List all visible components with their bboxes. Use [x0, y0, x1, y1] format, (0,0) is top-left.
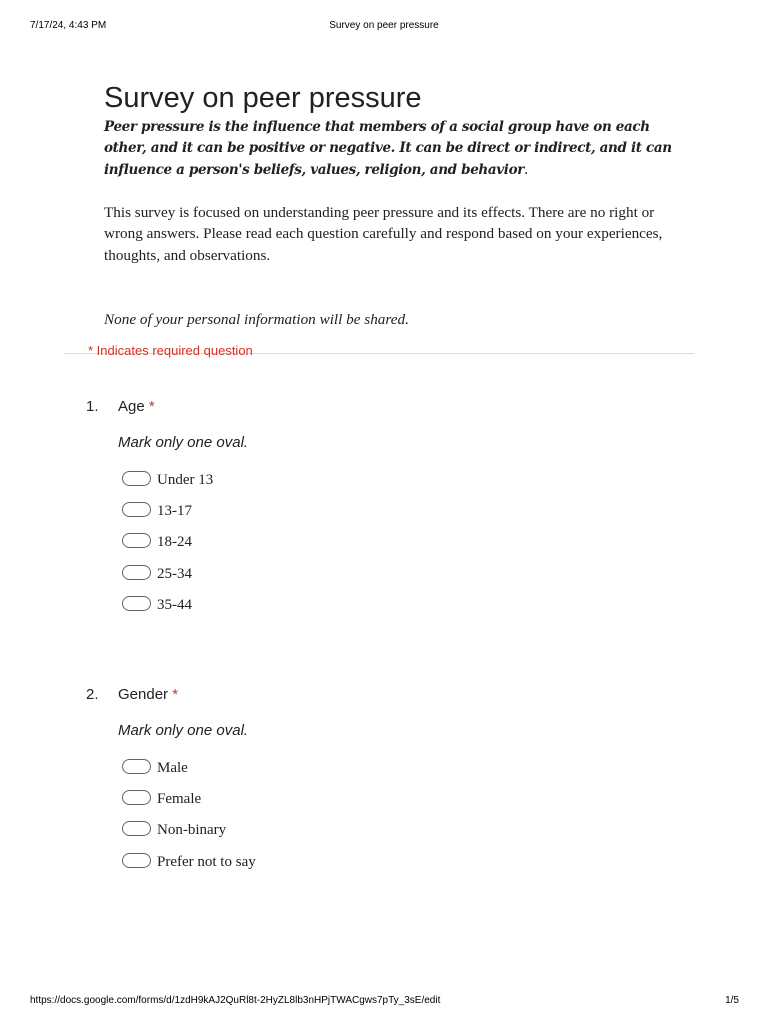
print-url: https://docs.google.com/forms/d/1zdH9kAJ2QuRl8t-2HyZL8lb3nHPjTWACgws7pTy_3sE/edit [30, 995, 441, 1006]
radio-oval[interactable] [122, 471, 151, 486]
option-label: Male [157, 760, 188, 776]
question-title [118, 397, 155, 417]
print-datetime: 7/17/24, 4:43 PM [30, 20, 107, 31]
question-title-text: Gender [118, 686, 169, 703]
radio-oval[interactable] [122, 821, 151, 836]
radio-oval[interactable] [122, 790, 151, 805]
page-number: 1/5 [725, 995, 739, 1006]
print-header [0, 19, 768, 33]
print-footer [0, 994, 768, 1008]
option-label: 18-24 [157, 534, 192, 551]
question-title-text: Age [118, 398, 145, 415]
option-label: Prefer not to say [157, 853, 256, 870]
question-hint: Mark only one oval. [118, 722, 249, 739]
required-question-note: * Indicates required question [88, 343, 253, 358]
form-description-bold-text: Peer pressure is the influence that members of a social group have on each other, and it can be positive or negative. It can be direct or indirect, and it can influence a person's beliefs, values, religion, and behavior [104, 119, 672, 178]
option-label: Female [157, 791, 202, 808]
question-hint: Mark only one oval. [118, 434, 249, 451]
question-title [118, 685, 178, 705]
print-page-title: Survey on peer pressure [329, 20, 439, 31]
radio-oval[interactable] [122, 533, 151, 548]
radio-oval[interactable] [122, 502, 151, 517]
radio-oval[interactable] [122, 565, 151, 580]
option-label: 13-17 [157, 503, 192, 520]
required-star: * [172, 686, 179, 703]
question-number: 2. [86, 686, 99, 703]
required-star: * [148, 398, 155, 415]
form-description: This survey is focused on understanding peer pressure and its effects. There are no right or wrong answers. Please read each question carefully and respond based on your experiences, thoughts, and observations. [104, 204, 663, 264]
option-label: 25-34 [157, 565, 192, 582]
form-description-bold-period: . [524, 161, 528, 178]
radio-oval[interactable] [122, 596, 151, 611]
privacy-note: None of your personal information will be shared. [104, 311, 409, 328]
question-number: 1. [86, 398, 99, 415]
option-label: Under 13 [157, 472, 214, 488]
radio-oval[interactable] [122, 759, 151, 774]
option-label: 35-44 [157, 596, 192, 613]
radio-oval[interactable] [122, 853, 151, 868]
option-label: Non-binary [157, 822, 227, 839]
form-description-bold [104, 117, 684, 181]
form-title: Survey on peer pressure [104, 82, 422, 114]
